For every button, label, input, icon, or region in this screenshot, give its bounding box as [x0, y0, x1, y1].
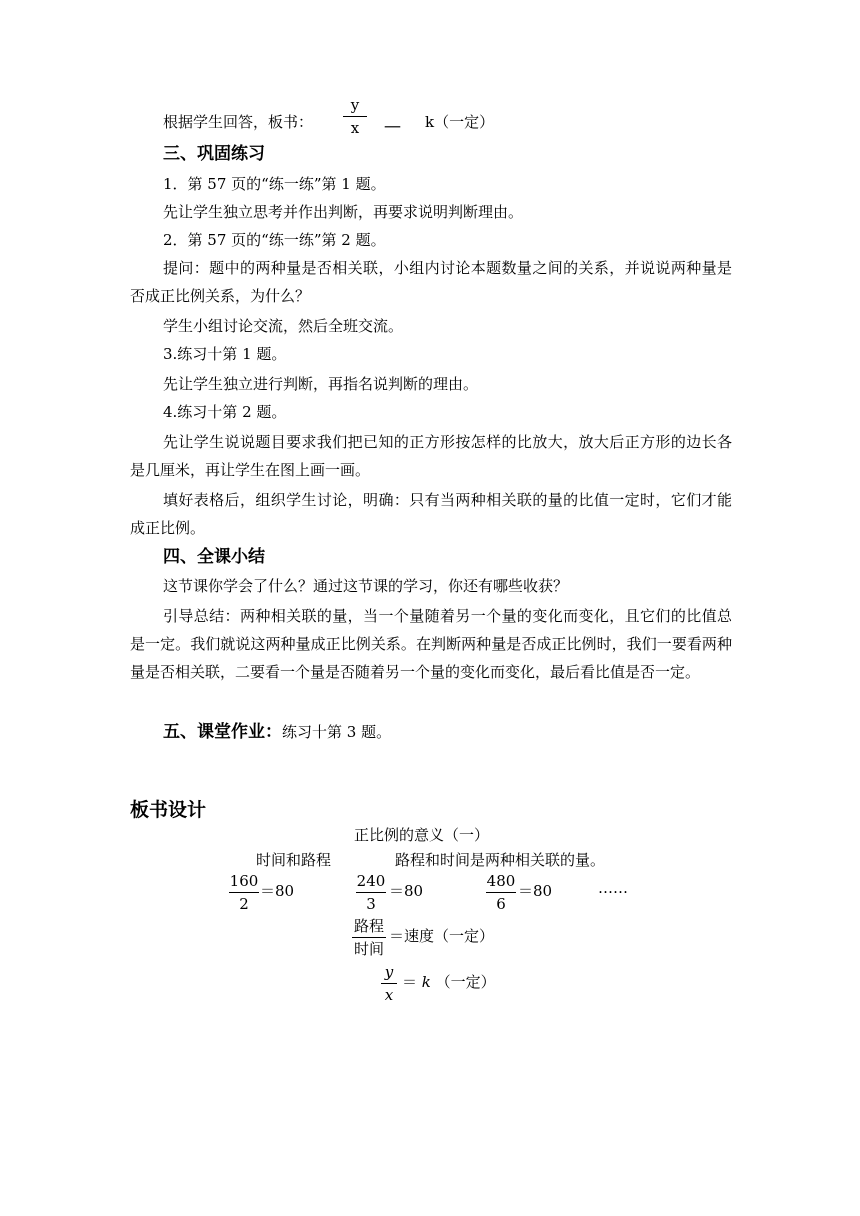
fraction-numerator: 路程: [353, 917, 384, 935]
fraction-bar: [486, 892, 516, 893]
paragraph-7: 先让学生独立进行判断，再指名说判断的理由。: [163, 375, 479, 393]
paragraph-3: 2．第 57 页的“练一练”第 2 题。: [163, 231, 386, 249]
paragraph-11: 这节课你学会了什么？通过这节课的学习，你还有哪些收获？: [163, 577, 569, 595]
fraction-denominator: 时间: [353, 940, 384, 958]
paragraph-1: 1．第 57 页的“练一练”第 1 题。: [163, 175, 386, 193]
board-design-heading: 板书设计: [130, 799, 207, 821]
paragraph-2: 先让学生独立思考并作出判断，再要求说明判断理由。: [163, 203, 524, 221]
fraction-numerator: 240: [356, 872, 386, 890]
paragraph-8: 4.练习十第 2 题。: [163, 403, 287, 421]
board-left-label: 时间和路程: [256, 851, 332, 869]
paragraph-6: 3.练习十第 1 题。: [163, 345, 287, 363]
fraction-bar: [356, 892, 386, 893]
fraction-denominator: 3: [366, 895, 376, 913]
constant-k: k: [421, 973, 431, 991]
paragraph-12: 引导总结：两种相关联的量，当一个量随着另一个量的变化而变化，且它们的比值总是一定。我们就说这两种量成正比例关系。在判断两种量是否成正比例时，我们一要看两种量是否相关联，二要看一个量是否随着另一个量的变化而变化，最后看比值是否一定。: [130, 607, 732, 681]
fraction-bar: [343, 116, 367, 117]
board-title: 正比例的意义（一）: [354, 826, 490, 844]
constant-note: （一定）: [435, 973, 496, 991]
fraction-bar: [381, 983, 397, 984]
section-heading-4: 四、全课小结: [163, 547, 265, 567]
paragraph-9: 先让学生说说题目要求我们把已知的正方形按怎样的比放大，放大后正方形的边长各是几厘米，再让学生在图上画一画。: [130, 433, 732, 479]
intro-fraction-denominator: x: [350, 119, 360, 137]
fraction-result: ＝80: [389, 882, 424, 900]
intro-rest: k（一定）: [425, 113, 495, 131]
fraction-denominator: 6: [496, 895, 506, 913]
fraction-result: ＝80: [260, 882, 295, 900]
intro-equals: ＿: [385, 111, 401, 129]
fraction-160-2: [229, 871, 259, 914]
fraction-result: ＝速度（一定）: [389, 927, 495, 945]
fraction-distance-time: [352, 916, 386, 959]
fraction-denominator: 2: [239, 895, 249, 913]
fraction-denominator: x: [384, 986, 394, 1004]
section-5-line: [163, 722, 391, 742]
intro-fraction-numerator: y: [350, 96, 360, 114]
fraction-240-3: [356, 871, 386, 914]
section-heading-3: 三、巩固练习: [163, 144, 265, 164]
fraction-480-6: [486, 871, 516, 914]
section-heading-5: 五、课堂作业：: [163, 722, 282, 742]
intro-fraction: [343, 95, 367, 138]
paragraph-5: 学生小组讨论交流，然后全班交流。: [163, 317, 404, 335]
board-right-label: 路程和时间是两种相关联的量。: [395, 851, 606, 869]
section-5-text: 练习十第 3 题。: [282, 723, 392, 741]
equation-rest: [402, 972, 496, 992]
fraction-bar: [352, 937, 386, 938]
fraction-y-x: [381, 962, 397, 1005]
intro-text: 根据学生回答，板书：: [163, 113, 314, 131]
fraction-numerator: 480: [486, 872, 516, 890]
ellipsis: ……: [598, 879, 628, 897]
paragraph-4: 提问：题中的两种量是否相关联，小组内讨论本题数量之间的关系，并说说两种量是否成正比例关系，为什么？: [130, 259, 732, 305]
fraction-numerator: y: [384, 963, 394, 981]
fraction-numerator: 160: [229, 872, 259, 890]
equals-sign: ＝: [402, 973, 418, 991]
fraction-bar: [229, 892, 259, 893]
fraction-result: ＝80: [518, 882, 553, 900]
paragraph-10: 填好表格后，组织学生讨论，明确：只有当两种相关联的量的比值一定时，它们才能成正比例。: [130, 491, 732, 537]
